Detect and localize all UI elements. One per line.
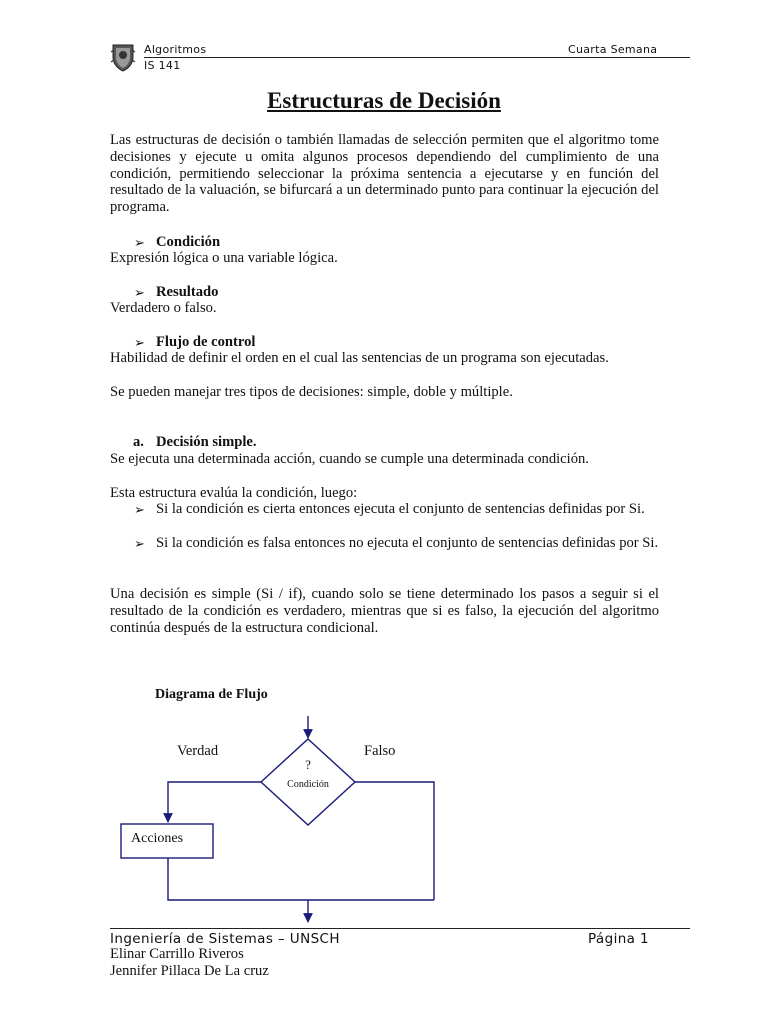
section-a-heading: Decisión simple. <box>156 434 257 450</box>
condition-question: ? <box>305 757 311 772</box>
types-text: Se pueden manejar tres tipos de decisiones: simple, doble y múltiple. <box>110 384 513 400</box>
definition-desc: Expresión lógica o una variable lógica. <box>110 250 338 266</box>
footer-institution: Ingeniería de Sistemas – UNSCH <box>110 931 340 947</box>
footer-page: Página 1 <box>588 931 650 947</box>
definition-term: Condición <box>156 234 221 250</box>
arrow-bullet-icon: ➢ <box>134 502 145 517</box>
footer-author-2: Jennifer Pillaca De La cruz <box>110 963 269 979</box>
action-exit <box>168 858 434 900</box>
definition-term: Flujo de control <box>156 334 256 350</box>
list-item-text: Si la condición es cierta entonces ejecuta el conjunto de sentencias definidas por Si. <box>156 501 645 517</box>
true-label: Verdad <box>177 743 219 759</box>
condition-label: Condición <box>287 779 329 790</box>
footer-author-1: Elinar Carrillo Riveros <box>110 946 244 962</box>
definition-desc: Verdadero o falso. <box>110 300 217 316</box>
true-branch <box>168 782 261 822</box>
intro-paragraph: Las estructuras de decisión o también llamadas de selección permiten que el algoritmo tome decisiones y ejecute u omita algunos procesos dependiendo del cumplimiento de una condición, permitiendo seleccionar la próxima sentencia a ejecutarse y en función del resultado de la valuación, se bifurcará a un determinado punto para continuar la ejecución del programa. <box>110 132 659 216</box>
page-title: Estructuras de Decisión <box>267 88 501 113</box>
closing-paragraph: Una decisión es simple (Si / if), cuando solo se tiene determinado los pasos a seguir si el resultado de la condición es verdadero, mientras que si es falso, la ejecución del algoritmo continúa después de la estructura condicional. <box>110 586 659 636</box>
definition-desc: Habilidad de definir el orden en el cual las sentencias de un programa son ejecutadas. <box>110 350 609 366</box>
arrow-bullet-icon: ➢ <box>134 285 145 300</box>
section-a-desc: Se ejecuta una determinada acción, cuando se cumple una determinada condición. <box>110 451 589 467</box>
arrow-bullet-icon: ➢ <box>134 536 145 551</box>
false-branch <box>355 782 434 900</box>
eval-intro: Esta estructura evalúa la condición, luego: <box>110 485 358 501</box>
false-label: Falso <box>364 743 396 759</box>
action-label: Acciones <box>131 831 184 846</box>
diagram-title: Diagrama de Flujo <box>155 687 268 702</box>
arrow-bullet-icon: ➢ <box>134 235 145 250</box>
footer-rule <box>110 928 690 929</box>
header-code: IS 141 <box>144 59 181 72</box>
list-item-text: Si la condición es falsa entonces no ejecuta el conjunto de sentencias definidas por Si. <box>156 535 659 551</box>
definition-term: Resultado <box>156 284 219 300</box>
section-a-marker: a. <box>133 434 144 450</box>
header-week: Cuarta Semana <box>568 43 658 56</box>
arrow-bullet-icon: ➢ <box>134 335 145 350</box>
header-course: Algoritmos <box>144 43 207 56</box>
